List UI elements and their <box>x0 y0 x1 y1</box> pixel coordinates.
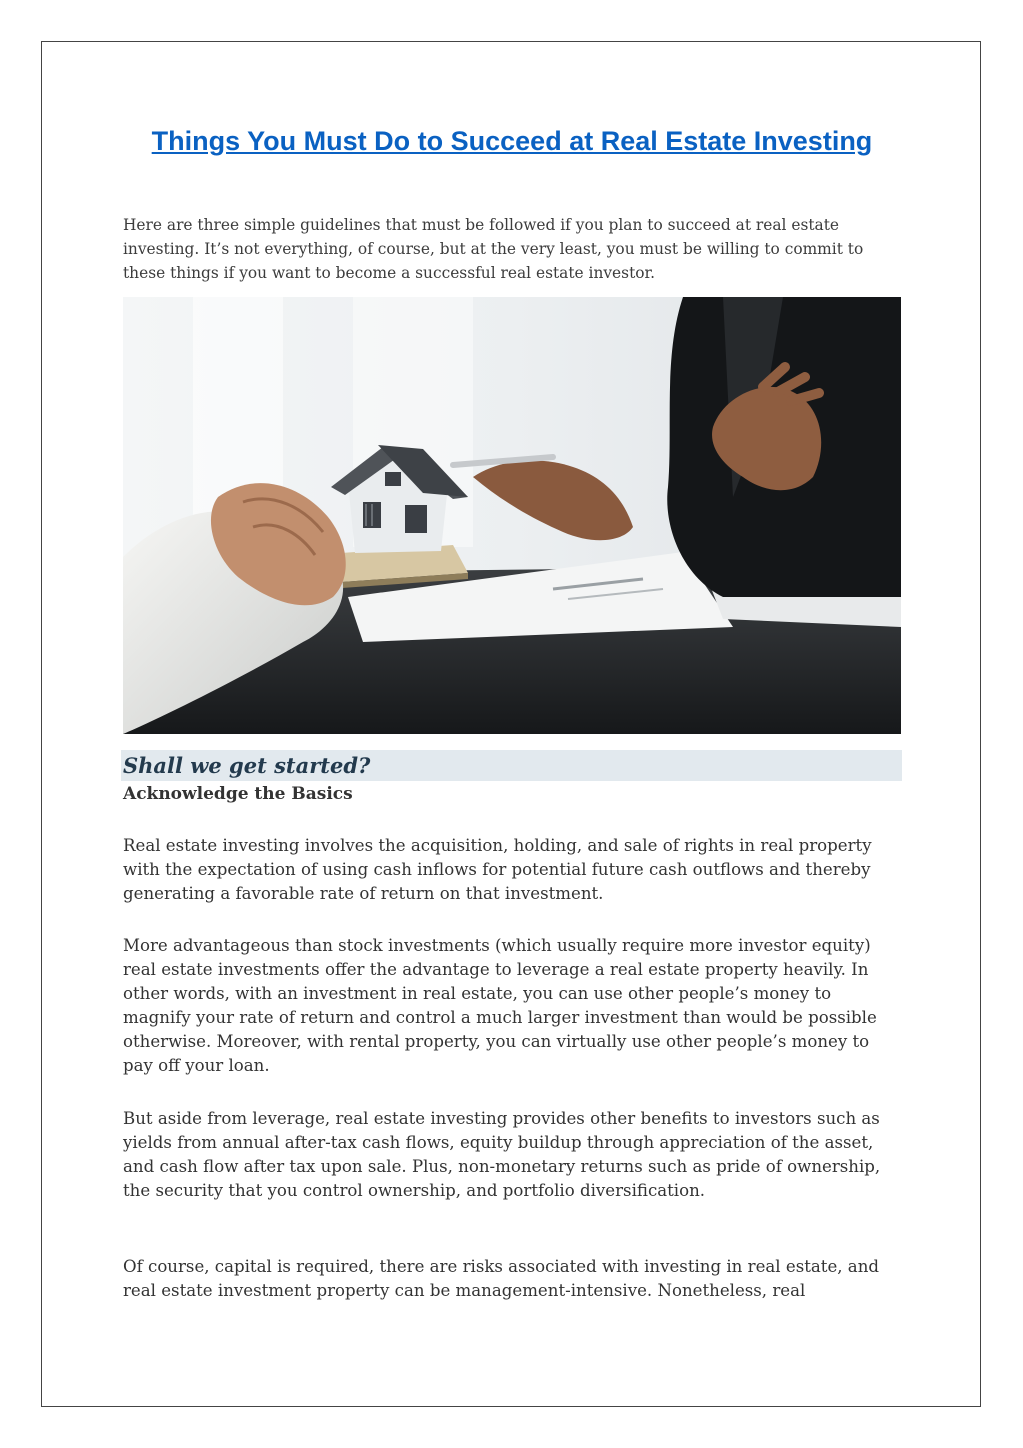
body-paragraph: But aside from leverage, real estate investing provides other benefits to investors such as yields from annual after-tax cash flows, equity buildup through appreciation of the asset, and cash flow after tax upon sale. Plus, non-monetary returns such as pride of ownership, the security that you control ownership, and portfolio diversification. <box>123 1109 881 1200</box>
section-heading: Shall we get started? <box>121 750 902 781</box>
subheading-basics: Acknowledge the Basics <box>123 784 353 804</box>
body-paragraph: Real estate investing involves the acquisition, holding, and sale of rights in real property with the expectation of using cash inflows for potential future cash outflows and thereby generating a favorable rate of return on that investment. <box>123 836 872 903</box>
article-title[interactable]: Things You Must Do to Succeed at Real Estate Investing <box>151 126 873 156</box>
body-paragraph: More advantageous than stock investments (which usually require more investor equity) real estate investments offer the advantage to leverage a real estate property heavily. In other words, with an investment in real estate, you can use other people’s money to magnify your rate of return and control a much larger investment than would be possible otherwise. Moreover, with rental property, you can virtually use other people’s money to pay off your loan. <box>123 936 877 1075</box>
real-estate-photo <box>123 297 901 734</box>
intro-paragraph: Here are three simple guidelines that must be followed if you plan to succeed at real estate investing. It’s not everything, of course, but at the very least, you must be willing to commit to these things if you want to become a successful real estate investor. <box>123 216 864 282</box>
body-paragraph: Of course, capital is required, there are risks associated with investing in real estate, and real estate investment property can be management-intensive. Nonetheless, real <box>123 1257 880 1300</box>
